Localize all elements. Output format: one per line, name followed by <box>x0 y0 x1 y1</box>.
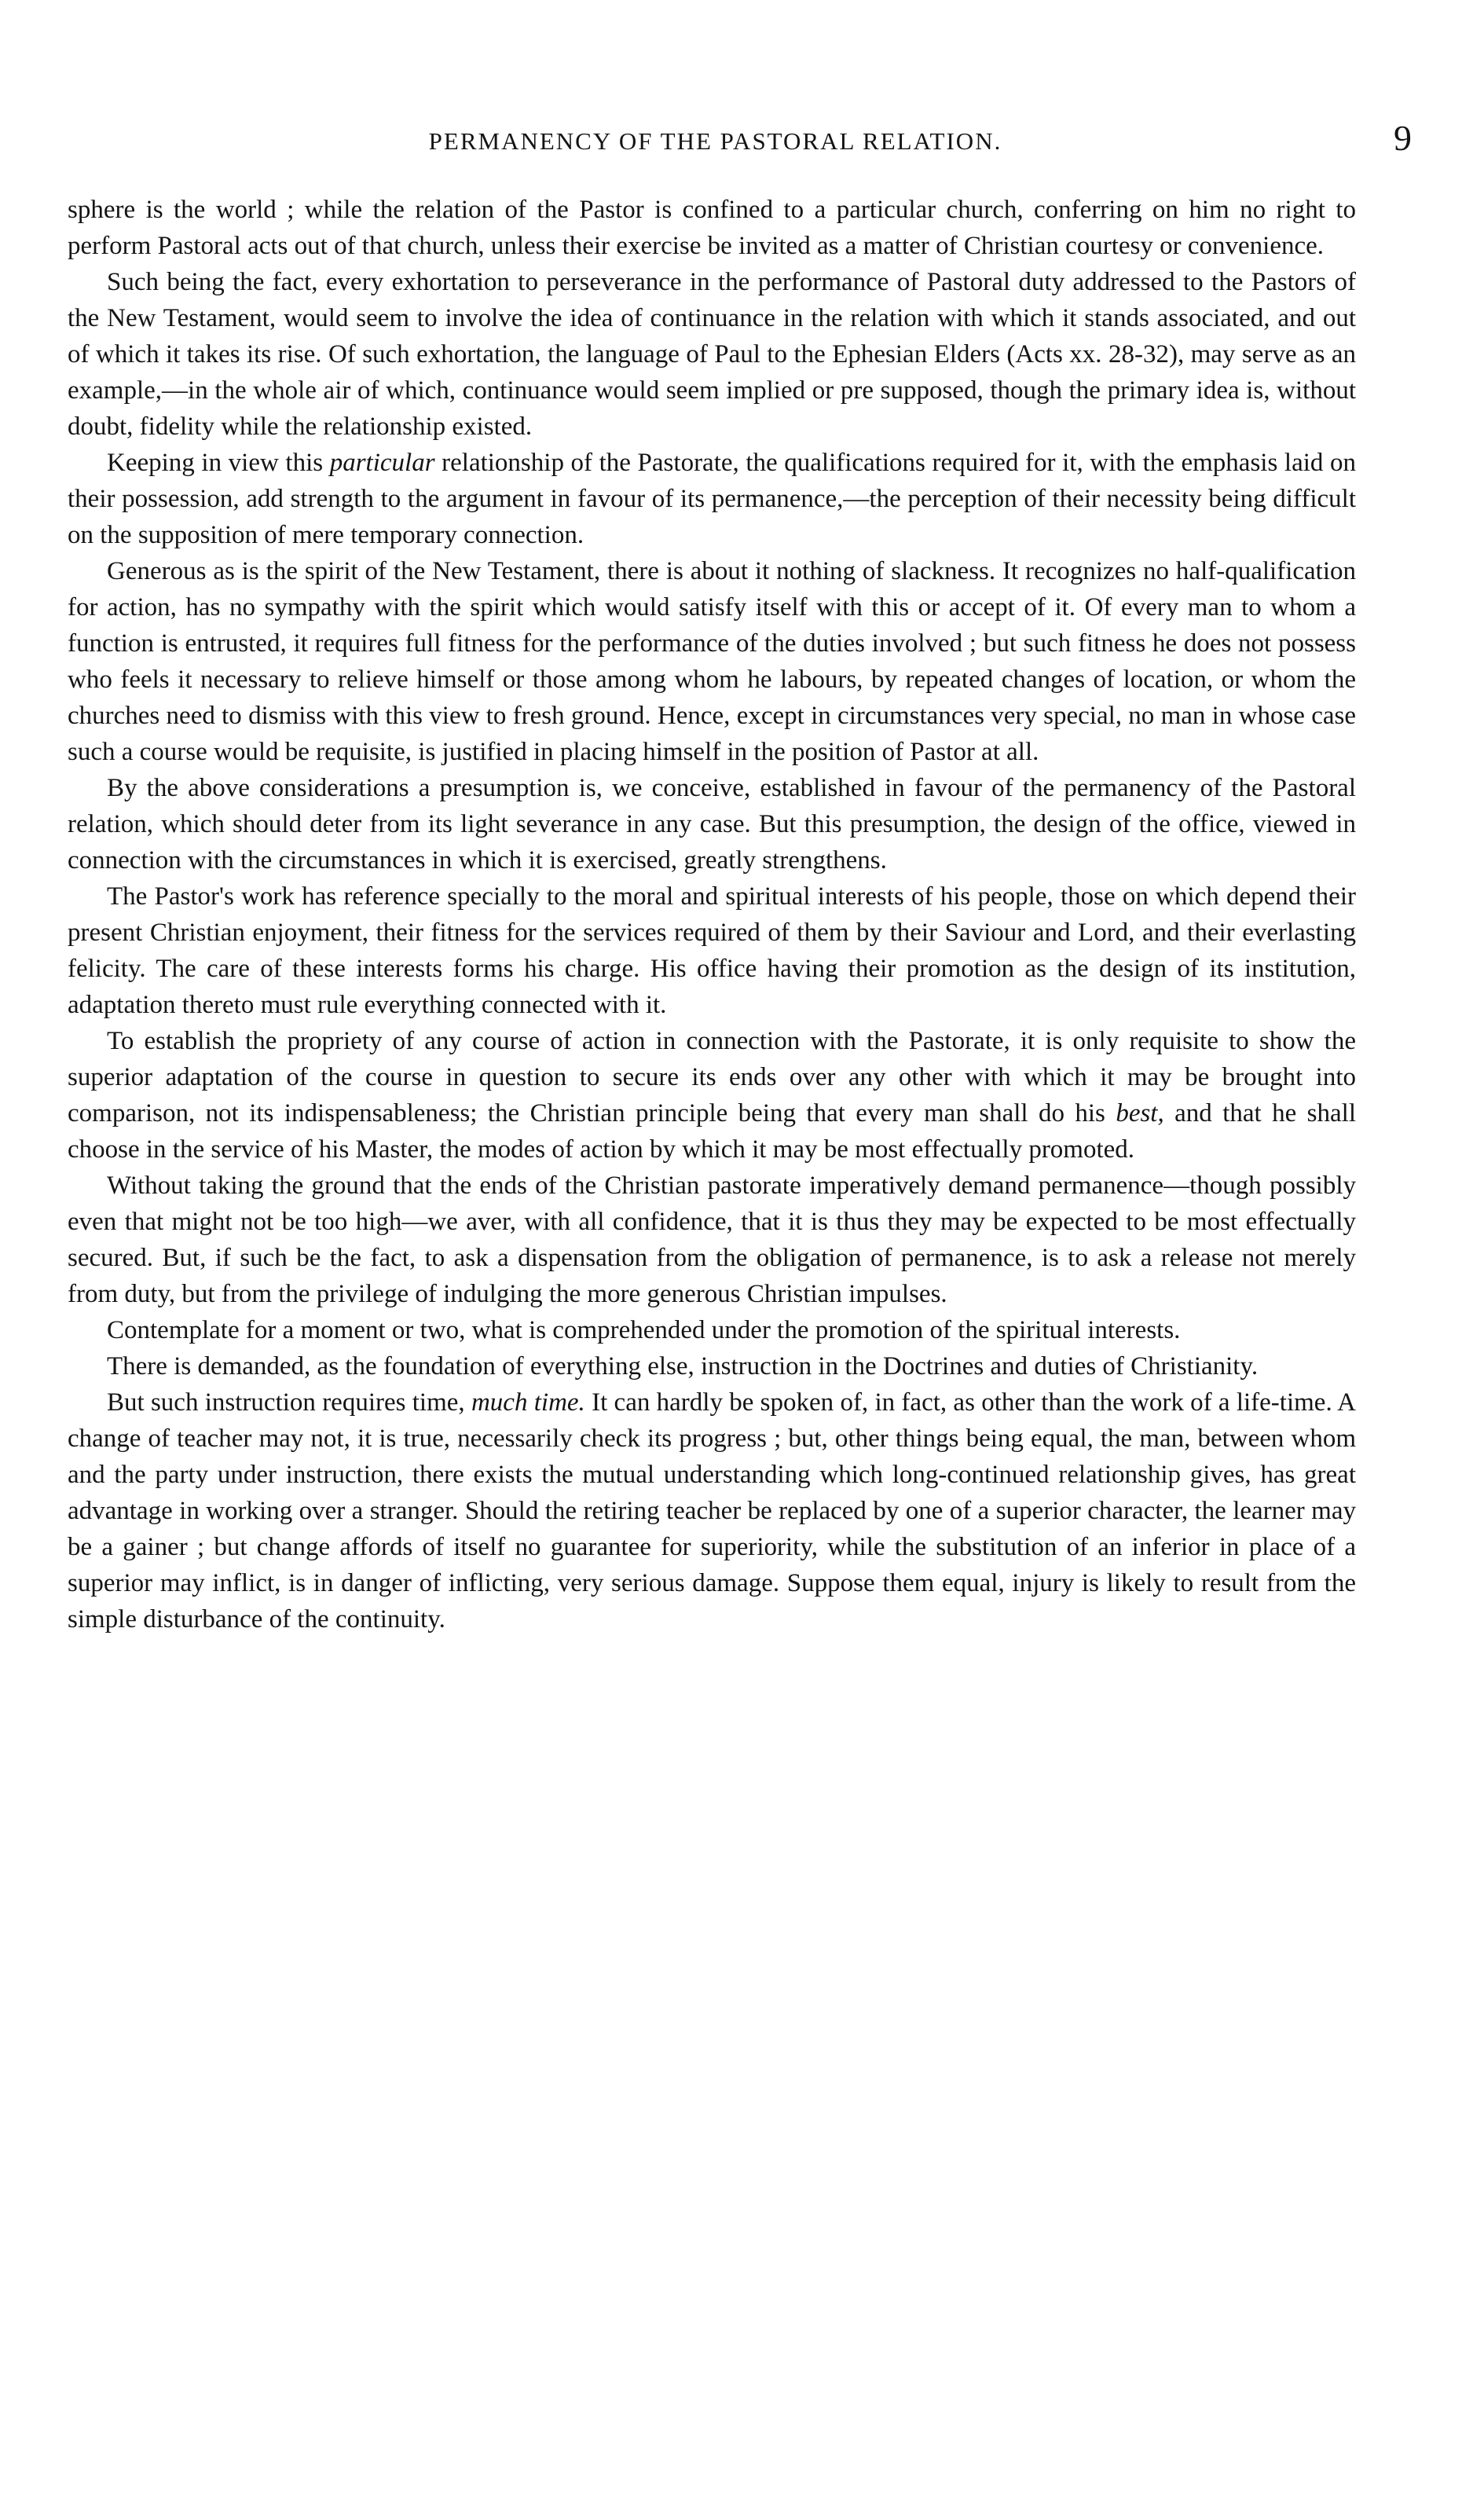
paragraph: Generous as is the spirit of the New Testament, there is about it nothing of slackness. It recognizes no half-qualification for action, has no sympathy with the spirit which would satisfy itself with this or accept of it. Of every man to whom a function is entrusted, it requires full fitness for the performance of the duties involved ; but such fitness he does not possess who feels it necessary to relieve himself or those among whom he labours, by repeated changes of location, or whom the churches need to dismiss with this view to fresh ground. Hence, except in circumstances very special, no man in whose case such a course would be requisite, is justified in placing himself in the position of Pastor at all. <box>68 557 1356 766</box>
running-title: PERMANENCY OF THE PASTORAL RELATION. <box>428 127 1002 155</box>
page-number: 9 <box>1394 118 1412 158</box>
running-head <box>68 118 1412 165</box>
paragraph: Without taking the ground that the ends of the Christian pastorate imperatively demand permanence—though possibly even that might not be too high—we aver, with all confidence, that it is thus they may be expected to be most effectually secured. But, if such be the fact, to ask a dispensation from the obligation of permanence, is to ask a release not merely from duty, but from the privilege of indulging the more generous Christian impulses. <box>68 1172 1356 1308</box>
italic-text: best, <box>1116 1099 1164 1128</box>
paragraph: The Pastor's work has reference specially to the moral and spiritual interests of his people, those on which depend their present Christian enjoyment, their fitness for the services required of them by their Saviour and Lord, and their everlasting felicity. The care of these interests forms his charge. His office having their promotion as the design of its institution, adaptation thereto must rule everything connected with it. <box>68 882 1356 1019</box>
paragraph <box>68 445 1356 553</box>
paragraph-text: It can hardly be spoken of, in fact, as other than the work of a life-time. A change of teacher may not, it is true, necessarily check its progress ; but, other things being equal, the man, between whom and the party under instruction, there exists the mutual understanding which long-continued relationship gives, has great advantage in working over a stranger. Should the retiring teacher be replaced by one of a superior character, the learner may be a gainer ; but change affords of itself no guarantee for superiority, while the substitution of an inferior in place of a superior may inflict, is in danger of inflicting, very serious damage. Suppose them equal, injury is likely to result from the simple disturbance of the continuity. <box>68 1388 1357 1634</box>
paragraph-text: and that he shall choose in the service of his Master, the modes of action by which it may be most effectually promoted. <box>68 1099 1356 1164</box>
paragraph: sphere is the world ; while the relation of the Pastor is confined to a particular church, conferring on him no right to perform Pastoral acts out of that church, unless their exercise be invited as a matter of Christian courtesy or convenience. <box>68 196 1356 260</box>
italic-text: much time. <box>471 1388 585 1417</box>
paragraph-text: Keeping in view this <box>107 449 330 477</box>
paragraph: Contemplate for a moment or two, what is comprehended under the promotion of the spiritual interests. <box>107 1316 1181 1344</box>
paragraph <box>68 1384 1356 1637</box>
paragraph <box>68 1023 1356 1168</box>
paragraph: There is demanded, as the foundation of everything else, instruction in the Doctrines and duties of Christianity. <box>107 1352 1259 1380</box>
paragraph-text: relationship of the Pastorate, the qualifications required for it, with the emphasis laid on their possession, add strength to the argument in favour of its permanence,—the perception of their necessity being difficult on the supposition of mere temporary connection. <box>68 449 1356 549</box>
paragraph: Such being the fact, every exhortation to perseverance in the performance of Pastoral duty addressed to the Pastors of the New Testament, would seem to involve the idea of continuance in the relation with which it stands associated, and out of which it takes its rise. Of such exhortation, the language of Paul to the Ephesian Elders (Acts xx. 28-32), may serve as an example,—in the whole air of which, continuance would seem implied or pre supposed, though the primary idea is, without doubt, fidelity while the relationship existed. <box>68 268 1356 441</box>
italic-text: particular <box>329 449 435 477</box>
paragraph-text: To establish the propriety of any course of action in connection with the Pastorate, it is only requisite to show the superior adaptation of the course in question to secure its ends over any other with which it may be brought into comparison, not its indispensableness; the Christian principle being that every man shall do his <box>68 1027 1356 1128</box>
paragraph: By the above considerations a presumption is, we conceive, established in favour of the permanency of the Pastoral relation, which should deter from its light severance in any case. But this presumption, the design of the office, viewed in connection with the circumstances in which it is exercised, greatly strengthens. <box>68 774 1356 874</box>
body-text <box>68 192 1356 1637</box>
paragraph-text: But such instruction requires time, <box>107 1388 471 1417</box>
